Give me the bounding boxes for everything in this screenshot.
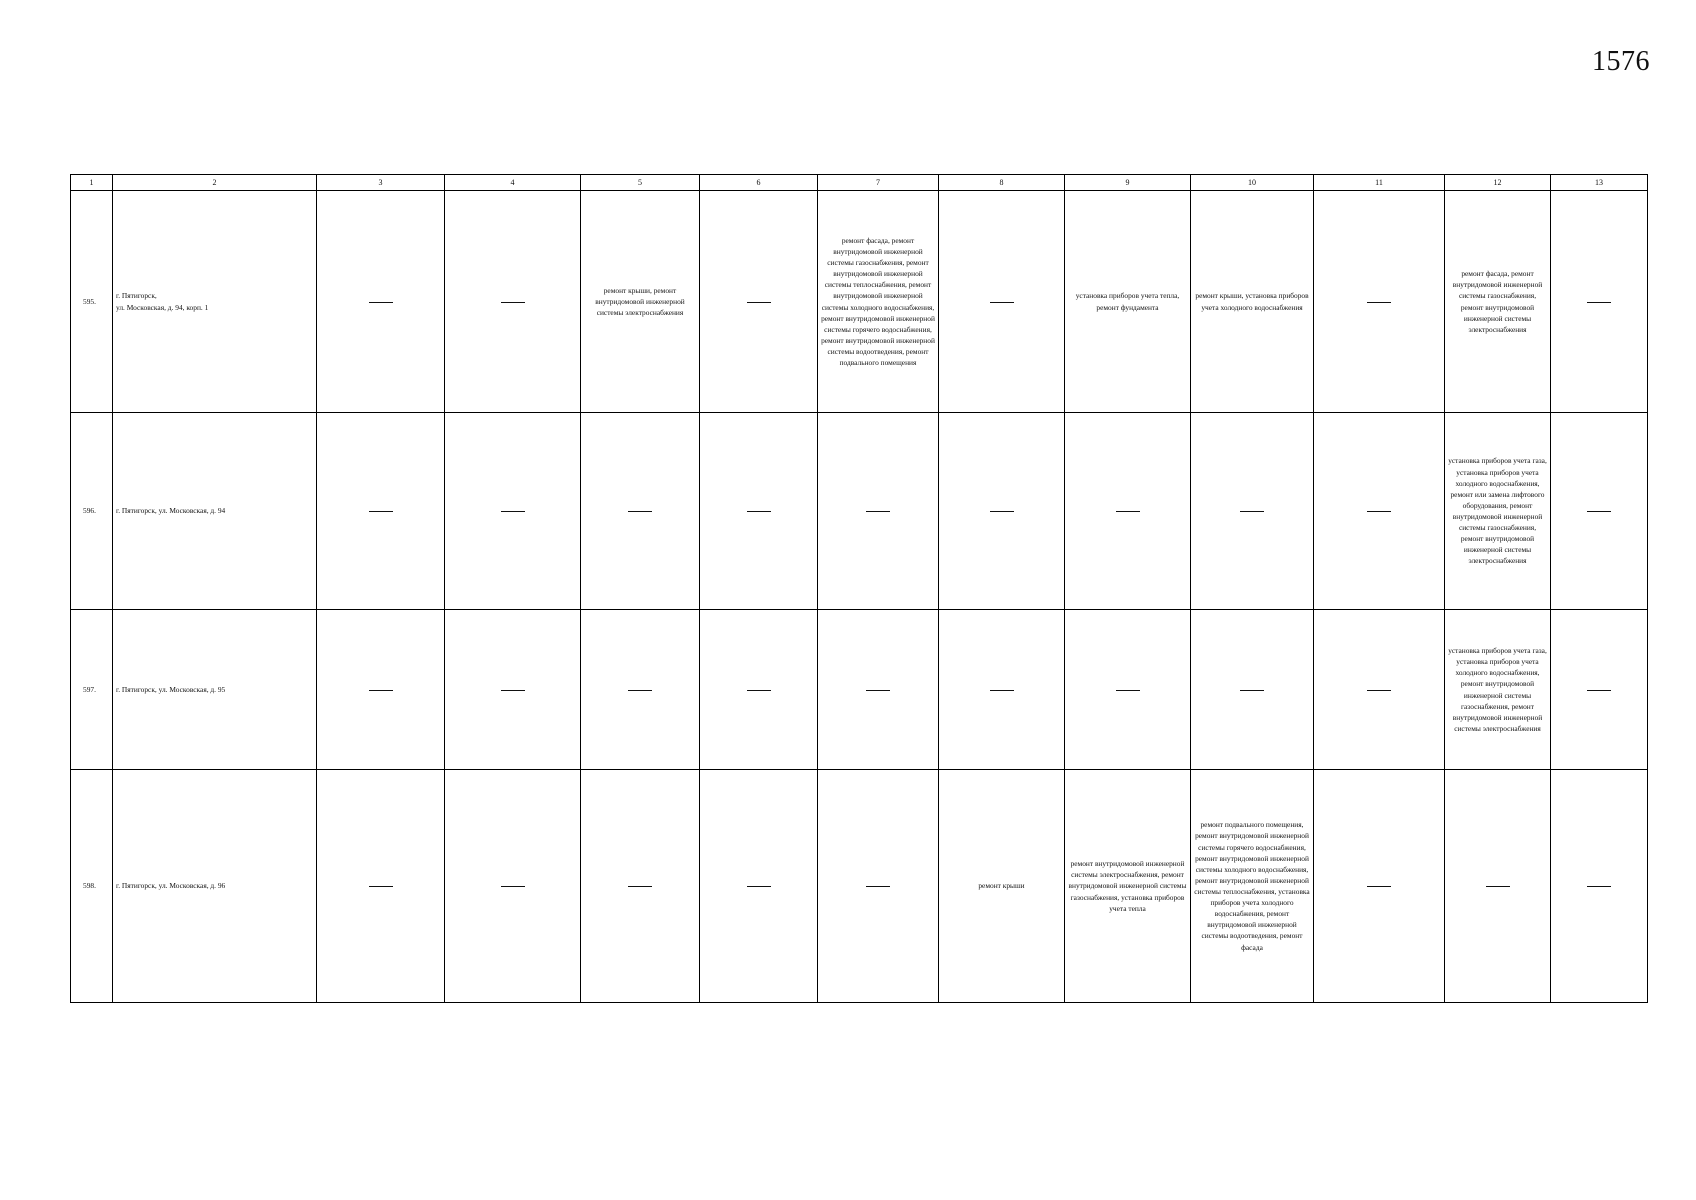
empty-cell — [581, 413, 700, 610]
empty-cell — [445, 770, 581, 1003]
dash-mark — [628, 886, 652, 887]
dash-mark — [1240, 690, 1264, 691]
works-cell: установка приборов учета газа, установка приборов учета холодного водоснабжения, ремонт внутридомовой инженерной системы газоснабжения, ремонт внутридомовой инженерной системы электроснабжения — [1445, 610, 1551, 770]
dash-mark — [1587, 302, 1611, 303]
empty-cell — [700, 610, 818, 770]
row-number: 596. — [71, 413, 113, 610]
dash-mark — [990, 511, 1014, 512]
empty-cell — [445, 191, 581, 413]
empty-cell — [1551, 610, 1648, 770]
dash-mark — [866, 886, 890, 887]
dash-mark — [1587, 511, 1611, 512]
empty-cell — [1314, 191, 1445, 413]
dash-mark — [369, 886, 393, 887]
dash-mark — [990, 690, 1014, 691]
table-row — [71, 770, 1648, 1003]
dash-mark — [1367, 690, 1391, 691]
empty-cell — [1445, 770, 1551, 1003]
empty-cell — [818, 610, 939, 770]
address-cell: г. Пятигорск, ул. Московская, д. 96 — [113, 770, 317, 1003]
empty-cell — [1191, 610, 1314, 770]
dash-mark — [501, 511, 525, 512]
empty-cell — [700, 191, 818, 413]
dash-mark — [1587, 690, 1611, 691]
page-number: 1576 — [1592, 46, 1650, 77]
column-number: 8 — [939, 175, 1065, 191]
empty-cell — [317, 191, 445, 413]
empty-cell — [939, 610, 1065, 770]
dash-mark — [866, 690, 890, 691]
empty-cell — [581, 770, 700, 1003]
address-cell: г. Пятигорск, ул. Московская, д. 95 — [113, 610, 317, 770]
dash-mark — [1367, 302, 1391, 303]
dash-mark — [1116, 511, 1140, 512]
dash-mark — [628, 690, 652, 691]
empty-cell — [1065, 413, 1191, 610]
column-number: 11 — [1314, 175, 1445, 191]
address-line: г. Пятигорск, — [116, 291, 157, 301]
works-cell: ремонт фасада, ремонт внутридомовой инженерной системы газоснабжения, ремонт внутридомовой инженерной системы электроснабжения — [1445, 191, 1551, 413]
address-cell — [113, 191, 317, 413]
column-number: 13 — [1551, 175, 1648, 191]
works-cell: установка приборов учета тепла, ремонт фундамента — [1065, 191, 1191, 413]
empty-cell — [445, 610, 581, 770]
dash-mark — [1367, 511, 1391, 512]
works-cell: ремонт крыши, установка приборов учета холодного водоснабжения — [1191, 191, 1314, 413]
row-number: 598. — [71, 770, 113, 1003]
dash-mark — [501, 886, 525, 887]
dash-mark — [1116, 690, 1140, 691]
empty-cell — [1314, 610, 1445, 770]
column-number: 5 — [581, 175, 700, 191]
works-cell: ремонт крыши — [939, 770, 1065, 1003]
dash-mark — [369, 302, 393, 303]
empty-cell — [818, 413, 939, 610]
column-number: 2 — [113, 175, 317, 191]
column-number: 9 — [1065, 175, 1191, 191]
dash-mark — [628, 511, 652, 512]
column-number: 3 — [317, 175, 445, 191]
empty-cell — [317, 770, 445, 1003]
empty-cell — [1551, 413, 1648, 610]
row-number: 595. — [71, 191, 113, 413]
dash-mark — [369, 511, 393, 512]
repair-schedule-table — [70, 174, 1648, 1003]
dash-mark — [747, 690, 771, 691]
dash-mark — [747, 886, 771, 887]
column-number: 6 — [700, 175, 818, 191]
empty-cell — [445, 413, 581, 610]
empty-cell — [818, 770, 939, 1003]
empty-cell — [581, 610, 700, 770]
table-row — [71, 191, 1648, 413]
empty-cell — [317, 413, 445, 610]
dash-mark — [1240, 511, 1264, 512]
column-number: 4 — [445, 175, 581, 191]
address-cell: г. Пятигорск, ул. Московская, д. 94 — [113, 413, 317, 610]
table-row — [71, 413, 1648, 610]
works-cell: ремонт фасада, ремонт внутридомовой инженерной системы газоснабжения, ремонт внутридомовой инженерной системы теплоснабжения, ремонт внутридомовой инженерной системы холодного водоснабжения, ремонт внутридомовой инженерной системы горячего водоснабжения, ремонт внутридомовой инженерной системы водоотведения, ремонт подвального помещения — [818, 191, 939, 413]
empty-cell — [700, 770, 818, 1003]
empty-cell — [1191, 413, 1314, 610]
table-row — [71, 610, 1648, 770]
column-number: 10 — [1191, 175, 1314, 191]
dash-mark — [1587, 886, 1611, 887]
dash-mark — [747, 511, 771, 512]
works-cell: ремонт крыши, ремонт внутридомовой инженерной системы электроснабжения — [581, 191, 700, 413]
empty-cell — [1551, 770, 1648, 1003]
works-cell: ремонт подвального помещения, ремонт внутридомовой инженерной системы горячего водоснабжения, ремонт внутридомовой инженерной системы холодного водоснабжения, ремонт внутридомовой инженерной системы теплоснабжения, установка приборов учета холодного водоснабжения, ремонт внутридомовой инженерной системы водоотведения, ремонт фасада — [1191, 770, 1314, 1003]
empty-cell — [1065, 610, 1191, 770]
column-number: 12 — [1445, 175, 1551, 191]
empty-cell — [939, 413, 1065, 610]
dash-mark — [501, 690, 525, 691]
dash-mark — [501, 302, 525, 303]
empty-cell — [939, 191, 1065, 413]
address-line: ул. Московская, д. 94, корп. 1 — [116, 302, 209, 312]
dash-mark — [866, 511, 890, 512]
dash-mark — [1486, 886, 1510, 887]
empty-cell — [1314, 413, 1445, 610]
dash-mark — [1367, 886, 1391, 887]
dash-mark — [369, 690, 393, 691]
dash-mark — [990, 302, 1014, 303]
column-number: 1 — [71, 175, 113, 191]
empty-cell — [700, 413, 818, 610]
works-cell: установка приборов учета газа, установка приборов учета холодного водоснабжения, ремонт или замена лифтового оборудования, ремонт внутридомовой инженерной системы газоснабжения, ремонт внутридомовой инженерной системы электроснабжения — [1445, 413, 1551, 610]
dash-mark — [747, 302, 771, 303]
empty-cell — [1314, 770, 1445, 1003]
column-number-row — [71, 175, 1648, 191]
empty-cell — [1551, 191, 1648, 413]
works-cell: ремонт внутридомовой инженерной системы электроснабжения, ремонт внутридомовой инженерной системы газоснабжения, установка приборов учета тепла — [1065, 770, 1191, 1003]
column-number: 7 — [818, 175, 939, 191]
row-number: 597. — [71, 610, 113, 770]
empty-cell — [317, 610, 445, 770]
